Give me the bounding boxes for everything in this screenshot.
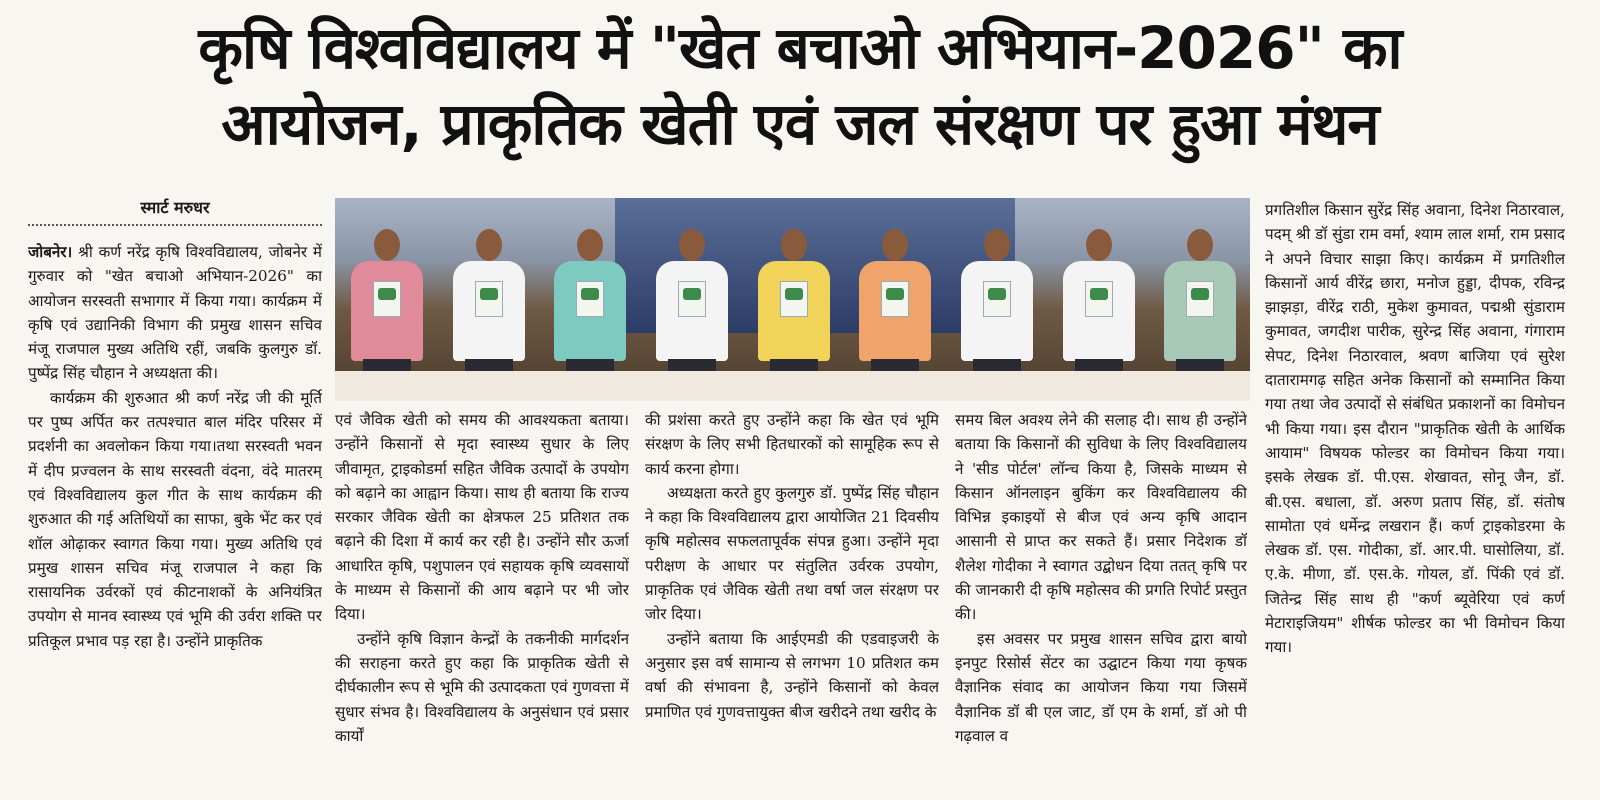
event-photo: [335, 198, 1250, 401]
paragraph: एवं जैविक खेती को समय की आवश्यकता बताया। उन्होंने किसानों से मृदा स्वास्थ्य सुधार के लिए जीवामृत, ट्राइकोडर्मा सहित जैविक उत्पादों के उपयोग को बढ़ाने का आह्वान किया। साथ ही बताया कि राज्य सरकार जैविक खेती का क्षेत्रफल 25 प्रतिशत तक बढ़ाने की दिशा में कार्य कर रही है। उन्होंने सौर ऊर्जा आधारित कृषि, पशुपालन एवं सहायक कृषि व्यवसायों के माध्यम से किसानों की आय बढ़ाने पर भी जोर दिया।: [335, 411, 629, 624]
paragraph: अध्यक्षता करते हुए कुलगुरु डॉ. पुष्पेंद्र सिंह चौहान ने कहा कि विश्वविद्यालय द्वारा आयोजित 21 दिवसीय कृषि महोत्सव सफलतापूर्वक संपन्न हुआ। उन्होंने मृदा परीक्षण के आधार पर संतुलित उर्वरक उपयोग, प्राकृतिक एवं जैविक खेती तथा वर्षा जल संरक्षण पर जोर दिया।: [645, 483, 939, 624]
paragraph: इस अवसर पर प्रमुख शासन सचिव द्वारा बायो इनपुट रिसोर्स सेंटर का उद्घाटन किया गया कृषक वैज्ञानिक संवाद का आयोजन किया गया जिसमें वैज्ञानिक डॉ बी एल जाट, डॉ एम के शर्मा, डॉ ओ पी गढ़वाल व: [955, 629, 1247, 745]
headline: [0, 10, 1600, 162]
booklet: [881, 281, 909, 317]
paragraph: की प्रशंसा करते हुए उन्होंने कहा कि खेत एवं भूमि संरक्षण के लिए सभी हितधारकों को सामूहिक रूप से कार्य करना होगा।: [645, 411, 939, 478]
table-cloth: [335, 371, 1250, 401]
article-column-1: [28, 240, 322, 790]
dateline: जोबनेर।: [28, 243, 73, 261]
booklet: [780, 281, 808, 317]
headline-line-2: आयोजन, प्राकृतिक खेती एवं जल संरक्षण पर हुआ मंथन: [221, 90, 1379, 158]
paragraph: उन्होंने कृषि विज्ञान केन्द्रों के तकनीकी मार्गदर्शन की सराहना करते हुए कहा कि प्राकृतिक खेती से दीर्घकालीन रूप से भूमि की उत्पादकता एवं गुणवत्ता में सुधार संभव है। विश्वविद्यालय के अनुसंधान एवं प्रसार कार्यों: [335, 629, 629, 745]
paragraph: उन्होंने बताया कि आईएमडी की एडवाइजरी के अनुसार इस वर्ष सामान्य से लगभग 10 प्रतिशत कम वर्षा की संभावना है, उन्होंने किसानों को केवल प्रमाणित एवं गुणवत्तायुक्त बीज खरीदने तथा खरीद के: [645, 629, 939, 721]
booklet: [373, 281, 401, 317]
booklet: [576, 281, 604, 317]
paragraph-text: श्री कर्ण नरेंद्र कृषि विश्वविद्यालय, जोबनेर में गुरुवार को "खेत बचाओ अभियान-2026" का आयोजन सरस्वती सभागार में किया गया। कार्यक्रम में कृषि एवं उद्यानिकी विभाग की प्रमुख शासन सचिव मंजू राजपाल मुख्य अतिथि रहीं, जबकि कुलगुरु डॉ. पुष्पेंद्र सिंह चौहान ने अध्यक्षता की।: [28, 243, 322, 383]
booklet: [1186, 281, 1214, 317]
byline: स्मार्ट मरुधर: [28, 196, 322, 226]
paragraph: [28, 240, 322, 386]
headline-line-1: कृषि विश्वविद्यालय में "खेत बचाओ अभियान-2026" का: [198, 14, 1402, 82]
booklet: [1085, 281, 1113, 317]
article-column-3: [645, 408, 939, 790]
booklet: [678, 281, 706, 317]
article-column-2: [335, 408, 629, 790]
paragraph: प्रगतिशील किसान सुरेंद्र सिंह अवाना, दिनेश निठारवाल, पदम् श्री डॉ सुंडा राम वर्मा, श्याम लाल शर्मा, राम प्रसाद ने अपने विचार साझा किए। कार्यक्रम में प्रगतिशील किसानों आर्य वीरेंद्र छारा, मनोज हुड्डा, दीपक, रविन्द्र झाझड़ा, वीरेंद्र राठी, मुकेश कुमावत, पद्मश्री सुंडाराम कुमावत, जगदीश पारीक, सुरेन्द्र सिंह अवाना, गंगाराम सेपट, दिनेश निठारवाल, श्रवण बाजिया एवं सुरेश दातारामगढ़ सहित अनेक किसानों को सम्मानित किया गया तथा जेव उत्पादों से संबंधित प्रकाशनों का विमोचन भी किया गया। इस दौरान "प्राकृतिक खेती के आर्थिक आयाम" विषयक फोल्डर का विमोचन किया गया। इसके लेखक डॉ. पी.एस. शेखावत, सोनू जैन, डॉ. बी.एस. बधाला, डॉ. अरुण प्रताप सिंह, डॉ. संतोष सामोता एवं धर्मेन्द्र लखरान हैं। कर्ण ट्राइकोडरमा के लेखक डॉ. एस. गोदीका, डॉ. आर.पी. घासोलिया, डॉ. ए.के. मीणा, डॉ. एस.के. गोयल, डॉ. पिंकी एवं डॉ. जितेन्द्र सिंह साथ ही "कर्ण ब्यूवेरिया एवं कर्ण मेटाराइजियम" शीर्षक फोल्डर का भी विमोचन किया गया।: [1265, 201, 1565, 657]
article-column-5: [1265, 198, 1565, 790]
booklet: [475, 281, 503, 317]
paragraph: समय बिल अवश्य लेने की सलाह दी। साथ ही उन्होंने बताया कि किसानों की सुविधा के लिए विश्वविद्यालय ने 'सीड पोर्टल' लॉन्च किया है, जिसके माध्यम से किसान ऑनलाइन बुकिंग कर विश्वविद्यालय की विभिन्न इकाइयों से बीज एवं अन्य कृषि आदान आसानी से प्राप्त कर सकते हैं। प्रसार निदेशक डॉ शैलेश गोदीका ने स्वागत उद्बोधन दिया ततत् कृषि पर की जानकारी दी कृषि महोत्सव की प्रगति रिपोर्ट प्रस्तुत की।: [955, 411, 1247, 624]
booklet: [983, 281, 1011, 317]
paragraph: कार्यक्रम की शुरुआत श्री कर्ण नरेंद्र जी की मूर्ति पर पुष्प अर्पित कर तत्पश्चात बाल मंदिर परिसर में प्रदर्शनी का अवलोकन किया गया।तथा सरस्वती भवन में दीप प्रज्वलन के साथ सरस्वती वंदना, वंदे मातरम् एवं विश्वविद्यालय कुल गीत के साथ कार्यक्रम की शुरुआत की गई अतिथियों का साफा, बुके भेंट कर एवं शॉल ओढ़ाकर स्वागत किया गया। मुख्य अतिथि एवं प्रमुख शासन सचिव मंजू राजपाल ने कहा कि रासायनिक उर्वरकों एवं कीटनाशकों के अनियंत्रित उपयोग से मानव स्वास्थ्य एवं भूमि की उर्वरा शक्ति पर प्रतिकूल प्रभाव पड़ रहा है। उन्होंने प्राकृतिक: [28, 388, 322, 650]
article-column-4: [955, 408, 1247, 790]
